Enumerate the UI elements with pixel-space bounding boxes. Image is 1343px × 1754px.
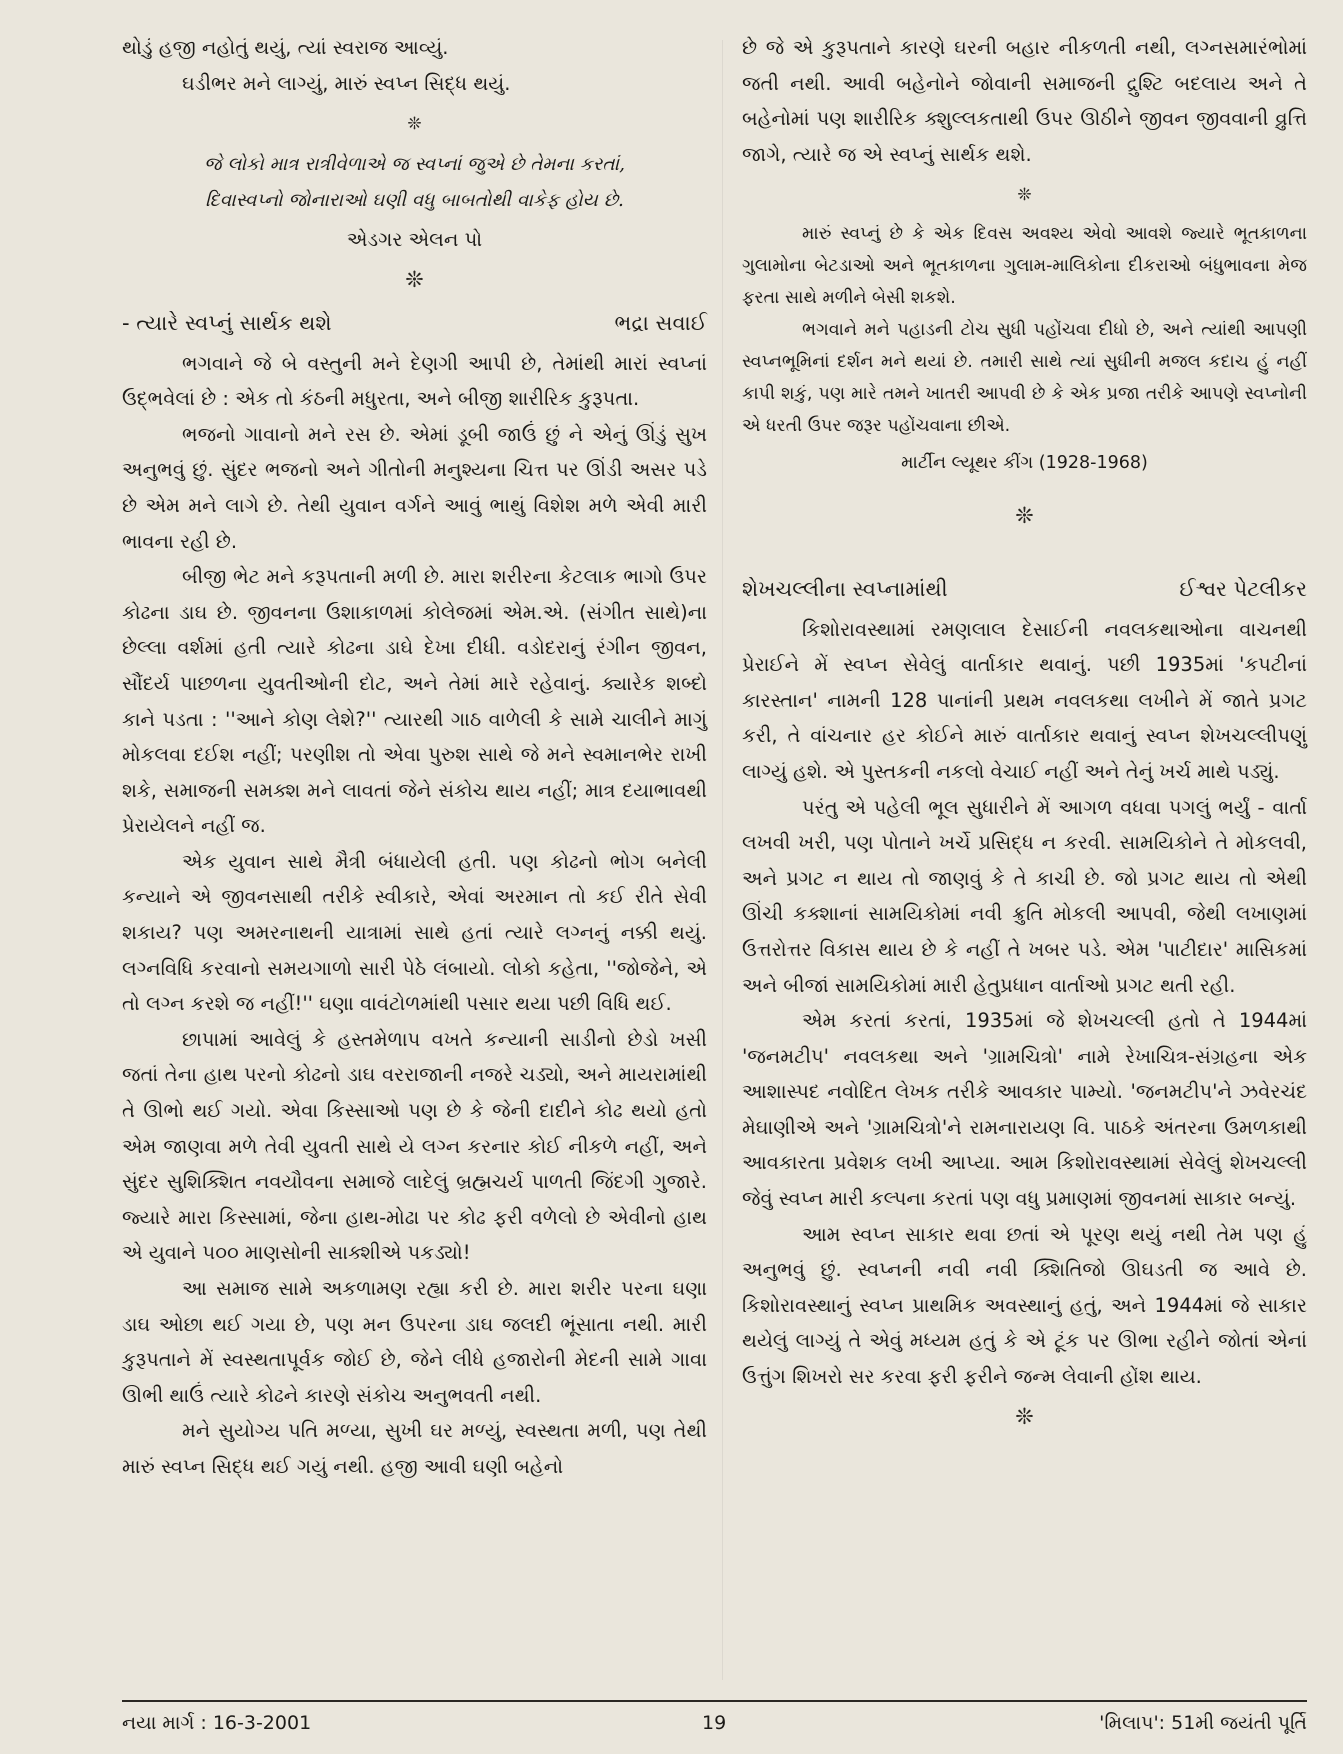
quote-author: માર્ટીન લ્યૂથર કીંગ (1928-1968) bbox=[901, 453, 1148, 474]
quote-paragraph: ભગવાને મને પહાડની ટોચ સુધી પહોંચવા દીધો છે, અને ત્યાંથી આપણી સ્વપ્નભૂમિનાં દર્શન મને થયાં છે. તમારી સાથે ત્યાં સુધીની મજલ કદાચ હું નહીં કાપી શકું, પણ મારે તમને ખાતરી આપવી છે કે એક પ્રજા તરીકે આપણે સ્વપ્નોની એ ધરતી ઉપર જરૂર પહોંચવાના છીએ. bbox=[742, 320, 1307, 437]
paragraph: કિશોરાવસ્થામાં રમણલાલ દેસાઈની નવલકથાઓના વાચનથી પ્રેરાઈને મેં સ્વપ્ન સેવેલું વાર્તાકાર થવાનું. પછી 1935માં 'કપટીનાં કારસ્તાન' નામની 128 પાનાંની પ્રથમ નવલકથા લખીને મેં જાતે પ્રગટ કરી, તે વાંચનાર હર કોઈને મારું વાર્તાકાર થવાનું સ્વપ્ન શેખચલ્લીપણું લાગ્યું હશે. એ પુસ્તકની નકલો વેચાઈ નહીં અને તેનું ખર્ચ માથે પડ્યું. bbox=[742, 617, 1307, 783]
paragraph: ભજનો ગાવાનો મને રસ છે. એમાં ડૂબી જાઉં છું ને એનું ઊંડું સુખ અનુભવું છું. સુંદર ભજનો અને ગીતોની મનુશ્યના ચિત્ત પર ઊંડી અસર પડે છે એમ મને લાગે છે. તેથી યુવાન વર્ગને આવું ભાથું વિશેશ મળે એવી મારી ભાવના રહી છે. bbox=[122, 422, 707, 553]
paragraph: ભગવાને જે બે વસ્તુની મને દેણગી આપી છે, તેમાંથી મારાં સ્વપ્નાં ઉદ્ભવેલાં છે : એક તો કંઠની મધુરતા, અને બીજી શારીરિક કુરૂપતા. bbox=[122, 351, 707, 411]
paragraph: છાપામાં આવેલું કે હસ્તમેળાપ વખતે કન્યાની સાડીનો છેડો ખસી જતાં તેના હાથ પરનો કોઢનો ડાઘ વરરાજાની નજરે ચડ્યો, અને માયરામાંથી તે ઊભો થઈ ગયો. એવા કિસ્સાઓ પણ છે કે જેની દાદીને કોઢ થયો હતો એમ જાણવા મળે તેવી યુવતી સાથે યે લગ્ન કરનાર કોઈ નીકળે નહીં, અને સુંદર સુશિક્શિત નવયૌવના સમાજે લાદેલું બ્રહ્મચર્ય પાળતી જિંદગી ગુજારે. જ્યારે મારા કિસ્સામાં, જેના હાથ-મોઢા પર કોઢ ફરી વળેલો છે એવીનો હાથ એ યુવાને ૫૦૦ માણસોની સાક્શીએ પકડ્યો! bbox=[122, 1027, 707, 1265]
paragraph: બીજી ભેટ મને કરૂપતાની મળી છે. મારા શરીરના કેટલાક ભાગો ઉપર કોઢના ડાઘ છે. જીવનના ઉશાકાળમાં કોલેજમાં એમ.એ. (સંગીત સાથે)ના છેલ્લા વર્શમાં હતી ત્યારે કોઢના ડાઘે દેખા દીધી. વડોદરાનું રંગીન જીવન, સૌંદર્ય પાછળના યુવતીઓની દોટ, અને તેમાં મારે રહેવાનું. ક્યારેક શબ્દો કાને પડતા : ''આને કોણ લેશે?'' ત્યારથી ગાઠ વાળેલી કે સામે ચાલીને માગું મોકલવા દઈશ નહીં; પરણીશ તો એવા પુરુશ સાથે જે મને સ્વમાનભેર રાખી શકે, સમાજની સમક્શ મને લાવતાં જેને સંકોચ થાય નહીં; માત્ર દયાભાવથી પ્રેરાયેલને નહીં જ. bbox=[122, 565, 707, 838]
footer-supplement: 'મિલાપ': 51મી જયંતી પૂર્તિ bbox=[1099, 1712, 1307, 1734]
footer-rule bbox=[122, 1700, 1307, 1702]
paragraph: એક યુવાન સાથે મૈત્રી બંધાયેલી હતી. પણ કોઢનો ભોગ બનેલી કન્યાને એ જીવનસાથી તરીકે સ્વીકારે, એવાં અરમાન તો કઈ રીતે સેવી શકાય? પણ અમરનાથની યાત્રામાં સાથે હતાં ત્યારે લગ્નનું નક્કી થયું. લગ્નવિધિ કરવાનો સમયગાળો સારી પેઠે લંબાયો. લોકો કહેતા, ''જોજેને, એ તો લગ્ન કરશે જ નહીં!'' ઘણા વાવંટોળમાંથી પસાર થયા પછી વિધિ થઈ. bbox=[122, 849, 707, 1016]
paragraph: એમ કરતાં કરતાં, 1935માં જે શેખચલ્લી હતો તે 1944માં 'જનમટીપ' નવલકથા અને 'ગ્રામચિત્રો' નામે રેખાચિત્ર-સંગ્રહના એક આશાસ્પદ નવોદિત લેખક તરીકે આવકાર પામ્યો. 'જનમટીપ'ને ઝવેરચંદ મેઘાણીએ અને 'ગ્રામચિત્રો'ને રામનારાયણ વિ. પાઠકે અંતરના ઉમળકાથી આવકારતા પ્રવેશક લખી આપ્યા. આમ કિશોરાવસ્થામાં સેવેલું શેખચલ્લી જેવું સ્વપ્ન મારી કલ્પના કરતાં પણ વધુ પ્રમાણમાં જીવનમાં સાકાર બન્યું. bbox=[742, 1009, 1307, 1211]
quote-line-1: જે લોકો માત્ર રાત્રીવેળાએ જ સ્વપ્નાં જુએ છે તેમના કરતાં, bbox=[204, 154, 625, 176]
page-number: 19 bbox=[702, 1712, 727, 1734]
ornament-icon: ❊ bbox=[1015, 1404, 1034, 1430]
article-author: ભદ્રા સવાઈ bbox=[614, 310, 707, 335]
left-column bbox=[122, 30, 707, 1485]
quote-line-2: દિવાસ્વપ્નો જોનારાઓ ઘણી વધુ બાબતોથી વાકેફ હોય છે. bbox=[205, 189, 624, 211]
paragraph: છે જે એ કુરૂપતાને કારણે ઘરની બહાર નીકળતી નથી, લગ્નસમારંભોમાં જતી નથી. આવી બહેનોને જોવાની સમાજની દ્રુશ્ટિ બદલાય અને તે બહેનોમાં પણ શારીરિક ક્શુલ્લકતાથી ઉપર ઊઠીને જીવન જીવવાની વ્રુત્તિ જાગે, ત્યારે જ એ સ્વપ્નું સાર્થક થશે. bbox=[742, 36, 1307, 166]
ornament-icon: ❊ bbox=[405, 267, 424, 293]
ornament-icon: ❊ bbox=[1017, 185, 1032, 206]
ornament-icon: ❊ bbox=[407, 114, 422, 135]
article-heading bbox=[742, 572, 1307, 608]
right-column bbox=[742, 30, 1307, 1441]
paragraph: આમ સ્વપ્ન સાકાર થવા છતાં એ પૂરણ થયું નથી તેમ પણ હું અનુભવું છું. સ્વપ્નની નવી નવી ક્શિતિજો ઊઘડતી જ આવે છે. કિશોરાવસ્થાનું સ્વપ્ન પ્રાથમિક અવસ્થાનું હતું, અને 1944માં જે સાકાર થયેલું લાગ્યું તે એવું મધ્યમ હતું કે એ ટૂંક પર ઊભા રહીને જોતાં એનાં ઉત્તુંગ શિખરો સર કરવા ફરી ફરીને જન્મ લેવાની હોંશ થાય. bbox=[742, 1222, 1307, 1389]
quote-author: એડગર એલન પો bbox=[346, 228, 483, 252]
verse-line-2: ઘડીભર મને લાગ્યું, મારું સ્વપ્ન સિદ્ધ થયું. bbox=[182, 71, 511, 95]
article-author: ઈશ્વર પેટલીકર bbox=[1179, 576, 1307, 601]
ornament-icon: ❊ bbox=[1015, 503, 1034, 529]
column-gutter bbox=[722, 40, 723, 1680]
footer-publication: નયા માર્ગ : 16-3-2001 bbox=[122, 1712, 312, 1734]
page-footer bbox=[122, 1712, 1307, 1738]
article-heading bbox=[122, 306, 707, 342]
paragraph: આ સમાજ સામે અકળામણ રહ્યા કરી છે. મારા શરીર પરના ઘણા ડાઘ ઓછા થઈ ગયા છે, પણ મન ઉપરના ડાઘ જલદી ભૂંસાતા નથી. મારી કુરૂપતાને મેં સ્વસ્થતાપૂર્વક જોઈ છે, જેને લીધે હજારોની મેદની સામે ગાવા ઊભી થાઉં ત્યારે કોઢને કારણે સંકોચ અનુભવતી નથી. bbox=[122, 1277, 707, 1407]
article-title: શેખચલ્લીના સ્વપ્નામાંથી bbox=[742, 576, 948, 601]
quote-paragraph: મારું સ્વપ્નું છે કે એક દિવસ અવશ્ય એવો આવશે જ્યારે ભૂતકાળના ગુલામોના બેટડાઓ અને ભૂતકાળના ગુલામ-માલિકોના દીકરાઓ બંધુભાવના મેજ ફરતા સાથે મળીને બેસી શકશે. bbox=[742, 224, 1307, 309]
verse-line-1: થોડું હજી નહોતું થયું, ત્યાં સ્વરાજ આવ્યું. bbox=[122, 36, 449, 59]
paragraph: પરંતુ એ પહેલી ભૂલ સુધારીને મેં આગળ વધવા પગલું ભર્યું - વાર્તા લખવી ખરી, પણ પોતાને ખર્ચે પ્રસિદ્ધ ન કરવી. સામયિકોને તે મોકલવી, અને પ્રગટ ન થાય તો જાણવું કે તે કાચી છે. જો પ્રગટ થાય તો એથી ઊંચી કક્શાનાં સામયિકોમાં નવી ક્રુતિ મોકલી આપવી, જેથી લખાણમાં ઉત્તરોત્તર વિકાસ થાય છે કે નહીં તે ખબર પડે. એમ 'પાટીદાર' માસિકમાં અને બીજાં સામયિકોમાં મારી હેતુપ્રધાન વાર્તાઓ પ્રગટ થતી રહી. bbox=[742, 795, 1307, 997]
paragraph: મને સુયોગ્ય પતિ મળ્યા, સુખી ઘર મળ્યું, સ્વસ્થતા મળી, પણ તેથી મારું સ્વપ્ન સિદ્ધ થઈ ગયું નથી. હજી આવી ઘણી બહેનો bbox=[122, 1419, 707, 1478]
article-title: - ત્યારે સ્વપ્નું સાર્થક થશે bbox=[122, 310, 332, 335]
